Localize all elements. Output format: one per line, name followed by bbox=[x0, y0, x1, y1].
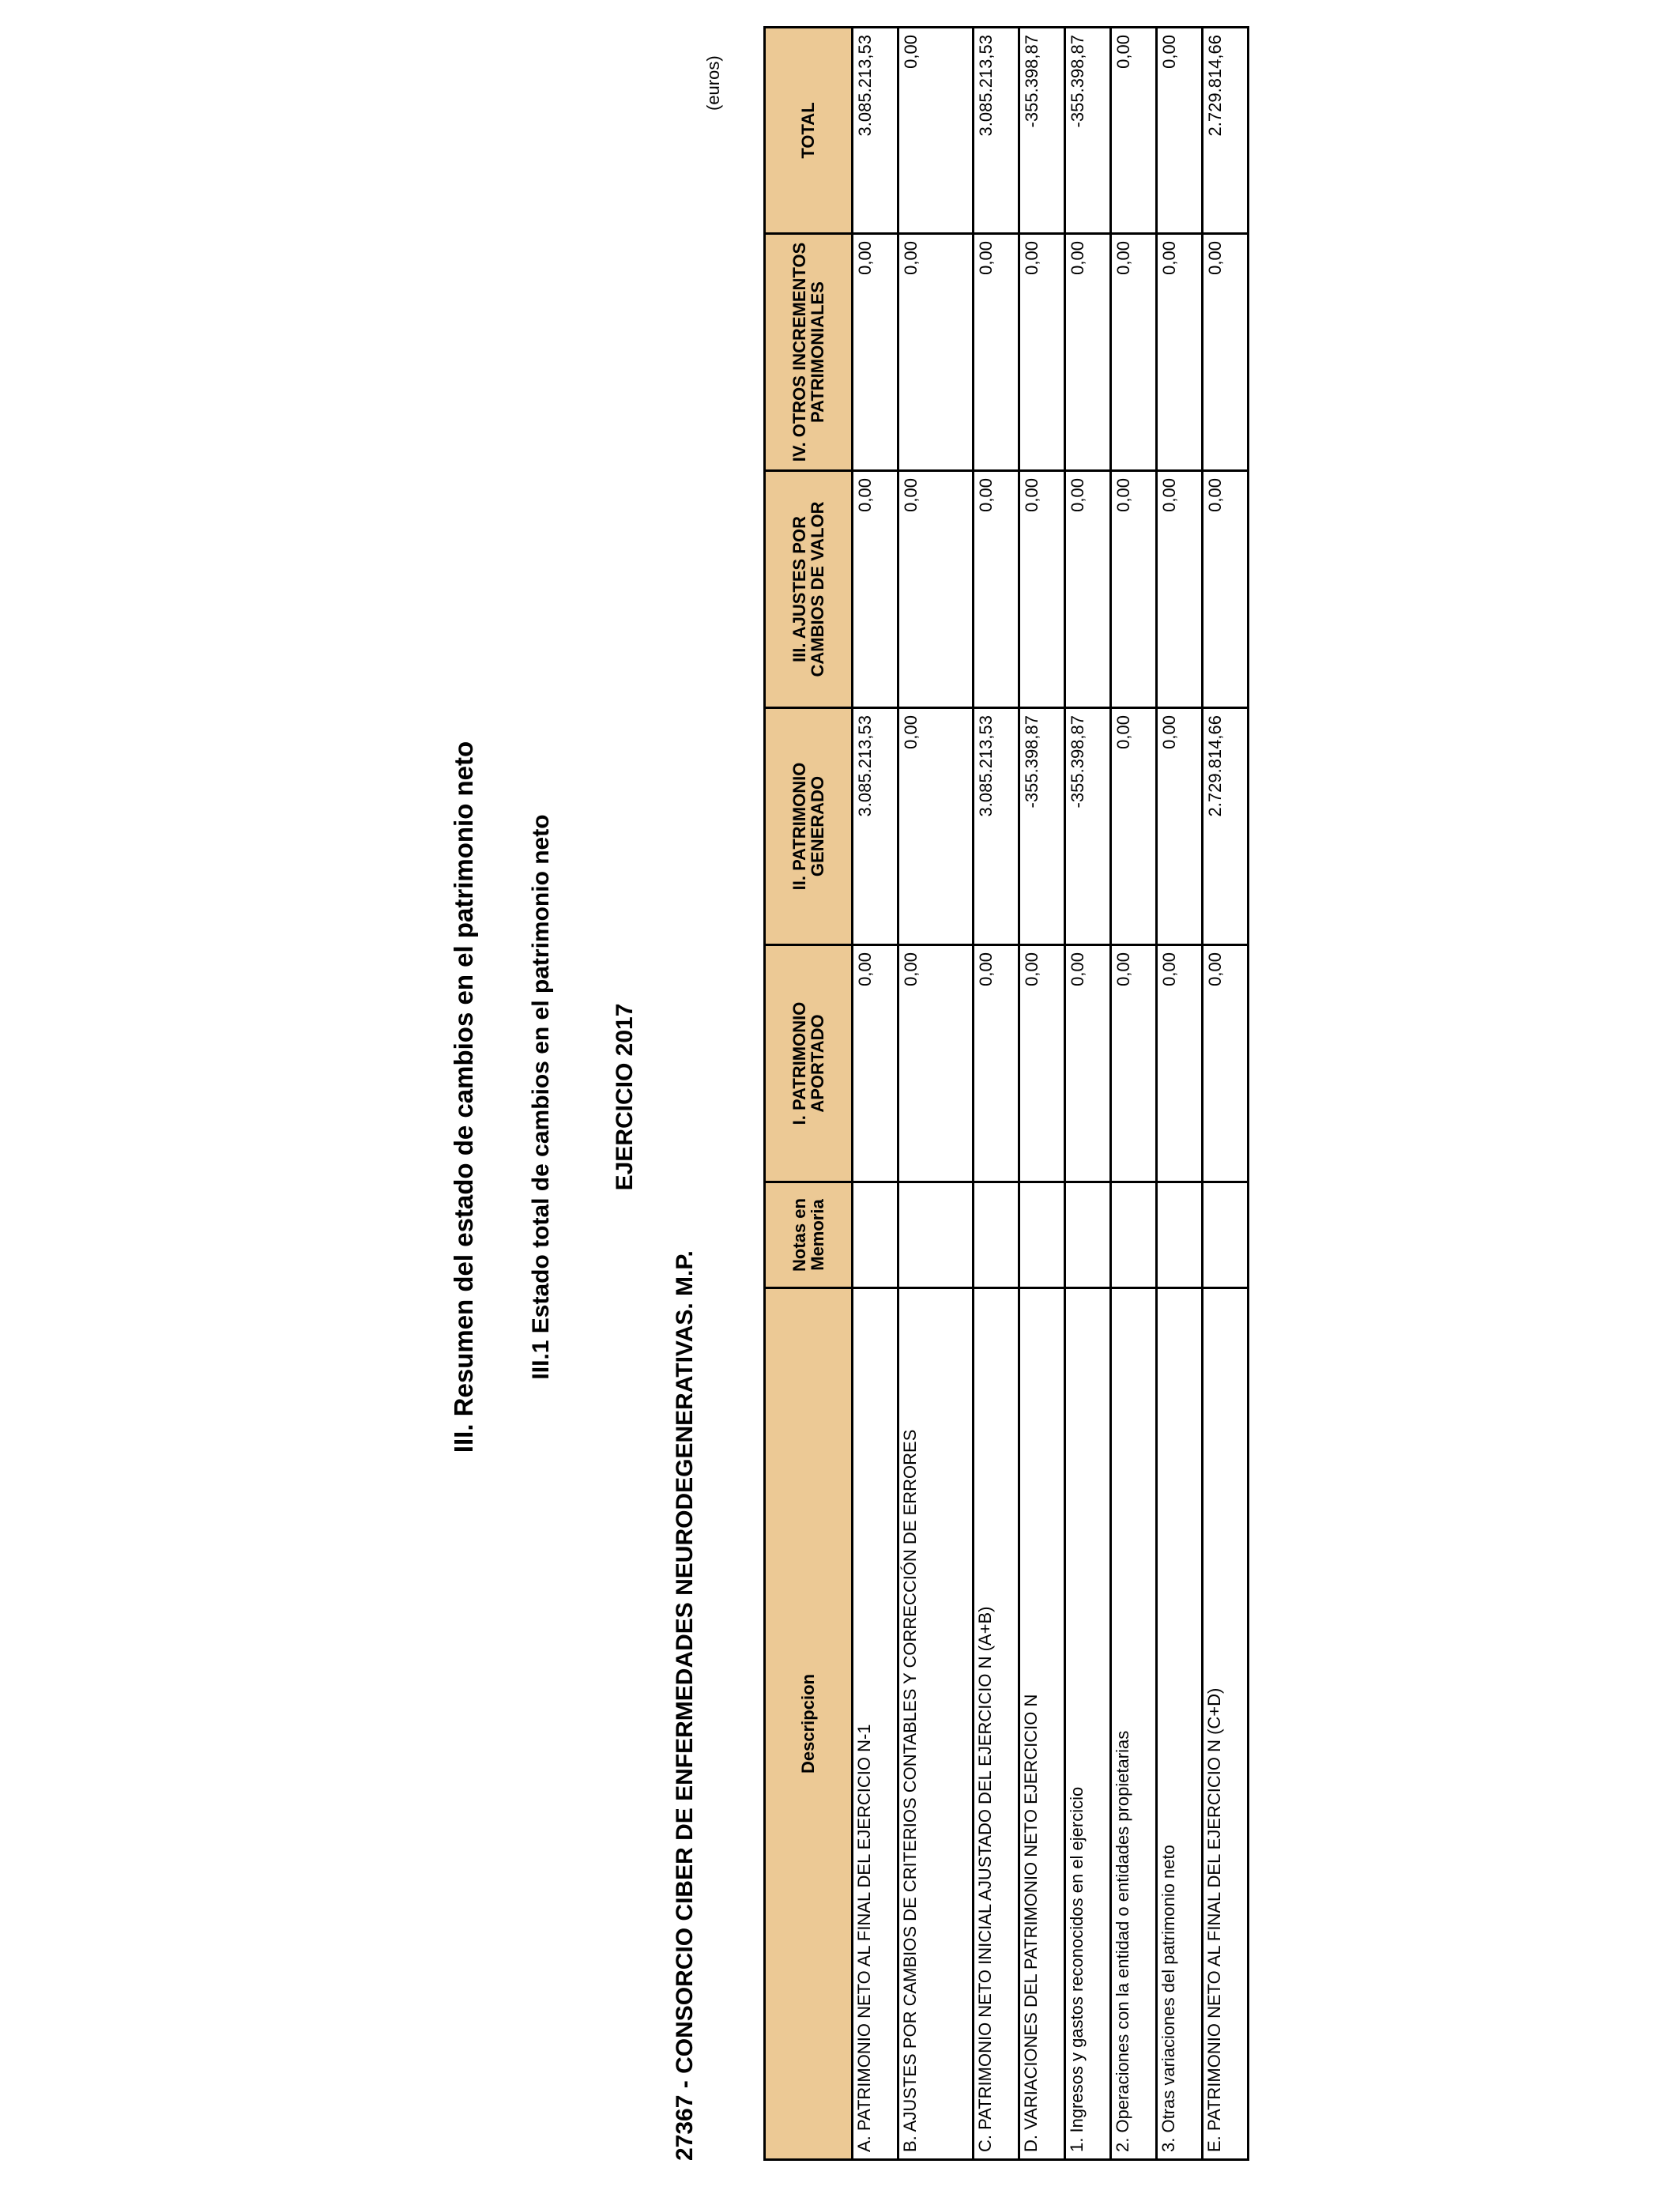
page-subtitle: III.1 Estado total de cambios en el patrimonio neto bbox=[528, 814, 554, 1380]
row-description: C. PATRIMONIO NETO INICIAL AJUSTADO DEL EJERCICIO N (A+B) bbox=[974, 1288, 1019, 2160]
header-descripcion: Descripcion bbox=[765, 1288, 853, 2160]
row-notas bbox=[974, 1182, 1019, 1288]
row-generado: -355.398,87 bbox=[1065, 708, 1111, 945]
row-notas bbox=[1019, 1182, 1065, 1288]
table-row bbox=[1065, 28, 1111, 2160]
row-total: 2.729.814,66 bbox=[1203, 28, 1249, 234]
row-description: A. PATRIMONIO NETO AL FINAL DEL EJERCICIO N-1 bbox=[853, 1288, 898, 2160]
table-row bbox=[974, 28, 1019, 2160]
header-otros: IV. OTROS INCREMENTOS PATRIMONIALES bbox=[765, 234, 853, 471]
row-total: -355.398,87 bbox=[1065, 28, 1111, 234]
row-total: 3.085.213,53 bbox=[974, 28, 1019, 234]
row-otros: 0,00 bbox=[974, 234, 1019, 471]
row-otros: 0,00 bbox=[1157, 234, 1203, 471]
equity-changes-table bbox=[763, 26, 1249, 2161]
header-ajustes: III. AJUSTES POR CAMBIOS DE VALOR bbox=[765, 471, 853, 708]
row-aportado: 0,00 bbox=[898, 945, 974, 1182]
row-notas bbox=[853, 1182, 898, 1288]
row-total: 0,00 bbox=[898, 28, 974, 234]
row-description: 1. Ingresos y gastos reconocidos en el ejercicio bbox=[1065, 1288, 1111, 2160]
row-description: E. PATRIMONIO NETO AL FINAL DEL EJERCICIO N (C+D) bbox=[1203, 1288, 1249, 2160]
row-generado: 3.085.213,53 bbox=[974, 708, 1019, 945]
row-ajustes: 0,00 bbox=[853, 471, 898, 708]
row-notas bbox=[1065, 1182, 1111, 1288]
row-generado: 0,00 bbox=[898, 708, 974, 945]
table-row bbox=[1111, 28, 1157, 2160]
row-ajustes: 0,00 bbox=[898, 471, 974, 708]
row-total: 3.085.213,53 bbox=[853, 28, 898, 234]
units-label: (euros) bbox=[703, 55, 723, 111]
row-aportado: 0,00 bbox=[1111, 945, 1157, 1182]
row-aportado: 0,00 bbox=[853, 945, 898, 1182]
row-description: B. AJUSTES POR CAMBIOS DE CRITERIOS CONTABLES Y CORRECCIÓN DE ERRORES bbox=[898, 1288, 974, 2160]
row-total: 0,00 bbox=[1157, 28, 1203, 234]
row-ajustes: 0,00 bbox=[1019, 471, 1065, 708]
table-row bbox=[1019, 28, 1065, 2160]
row-aportado: 0,00 bbox=[1019, 945, 1065, 1182]
row-aportado: 0,00 bbox=[1203, 945, 1249, 1182]
row-total: 0,00 bbox=[1111, 28, 1157, 234]
row-description: 2. Operaciones con la entidad o entidades propietarias bbox=[1111, 1288, 1157, 2160]
header-aportado: I. PATRIMONIO APORTADO bbox=[765, 945, 853, 1182]
row-aportado: 0,00 bbox=[1065, 945, 1111, 1182]
row-otros: 0,00 bbox=[1019, 234, 1065, 471]
row-generado: 0,00 bbox=[1111, 708, 1157, 945]
row-ajustes: 0,00 bbox=[974, 471, 1019, 708]
row-ajustes: 0,00 bbox=[1203, 471, 1249, 708]
table-header-row bbox=[765, 28, 853, 2160]
table-row bbox=[898, 28, 974, 2160]
row-notas bbox=[1157, 1182, 1203, 1288]
row-generado: 2.729.814,66 bbox=[1203, 708, 1249, 945]
row-notas bbox=[1203, 1182, 1249, 1288]
row-generado: 0,00 bbox=[1157, 708, 1203, 945]
row-generado: -355.398,87 bbox=[1019, 708, 1065, 945]
row-aportado: 0,00 bbox=[974, 945, 1019, 1182]
row-ajustes: 0,00 bbox=[1065, 471, 1111, 708]
row-otros: 0,00 bbox=[1111, 234, 1157, 471]
row-otros: 0,00 bbox=[1065, 234, 1111, 471]
page-title: III. Resumen del estado de cambios en el patrimonio neto bbox=[449, 741, 478, 1453]
fiscal-year-label: EJERCICIO 2017 bbox=[612, 1003, 638, 1191]
row-generado: 3.085.213,53 bbox=[853, 708, 898, 945]
row-ajustes: 0,00 bbox=[1157, 471, 1203, 708]
entity-name: 27367 - CONSORCIO CIBER DE ENFERMEDADES NEURODEGENERATIVAS. M.P. bbox=[672, 1250, 698, 2161]
row-otros: 0,00 bbox=[1203, 234, 1249, 471]
row-description: 3. Otras variaciones del patrimonio neto bbox=[1157, 1288, 1203, 2160]
header-generado: II. PATRIMONIO GENERADO bbox=[765, 708, 853, 945]
table-row bbox=[853, 28, 898, 2160]
table-row bbox=[1203, 28, 1249, 2160]
row-notas bbox=[1111, 1182, 1157, 1288]
header-total: TOTAL bbox=[765, 28, 853, 234]
table-row bbox=[1157, 28, 1203, 2160]
row-total: -355.398,87 bbox=[1019, 28, 1065, 234]
header-notas: Notas en Memoria bbox=[765, 1182, 853, 1288]
row-notas bbox=[898, 1182, 974, 1288]
row-description: D. VARIACIONES DEL PATRIMONIO NETO EJERCICIO N bbox=[1019, 1288, 1065, 2160]
row-aportado: 0,00 bbox=[1157, 945, 1203, 1182]
row-otros: 0,00 bbox=[898, 234, 974, 471]
row-ajustes: 0,00 bbox=[1111, 471, 1157, 708]
row-otros: 0,00 bbox=[853, 234, 898, 471]
